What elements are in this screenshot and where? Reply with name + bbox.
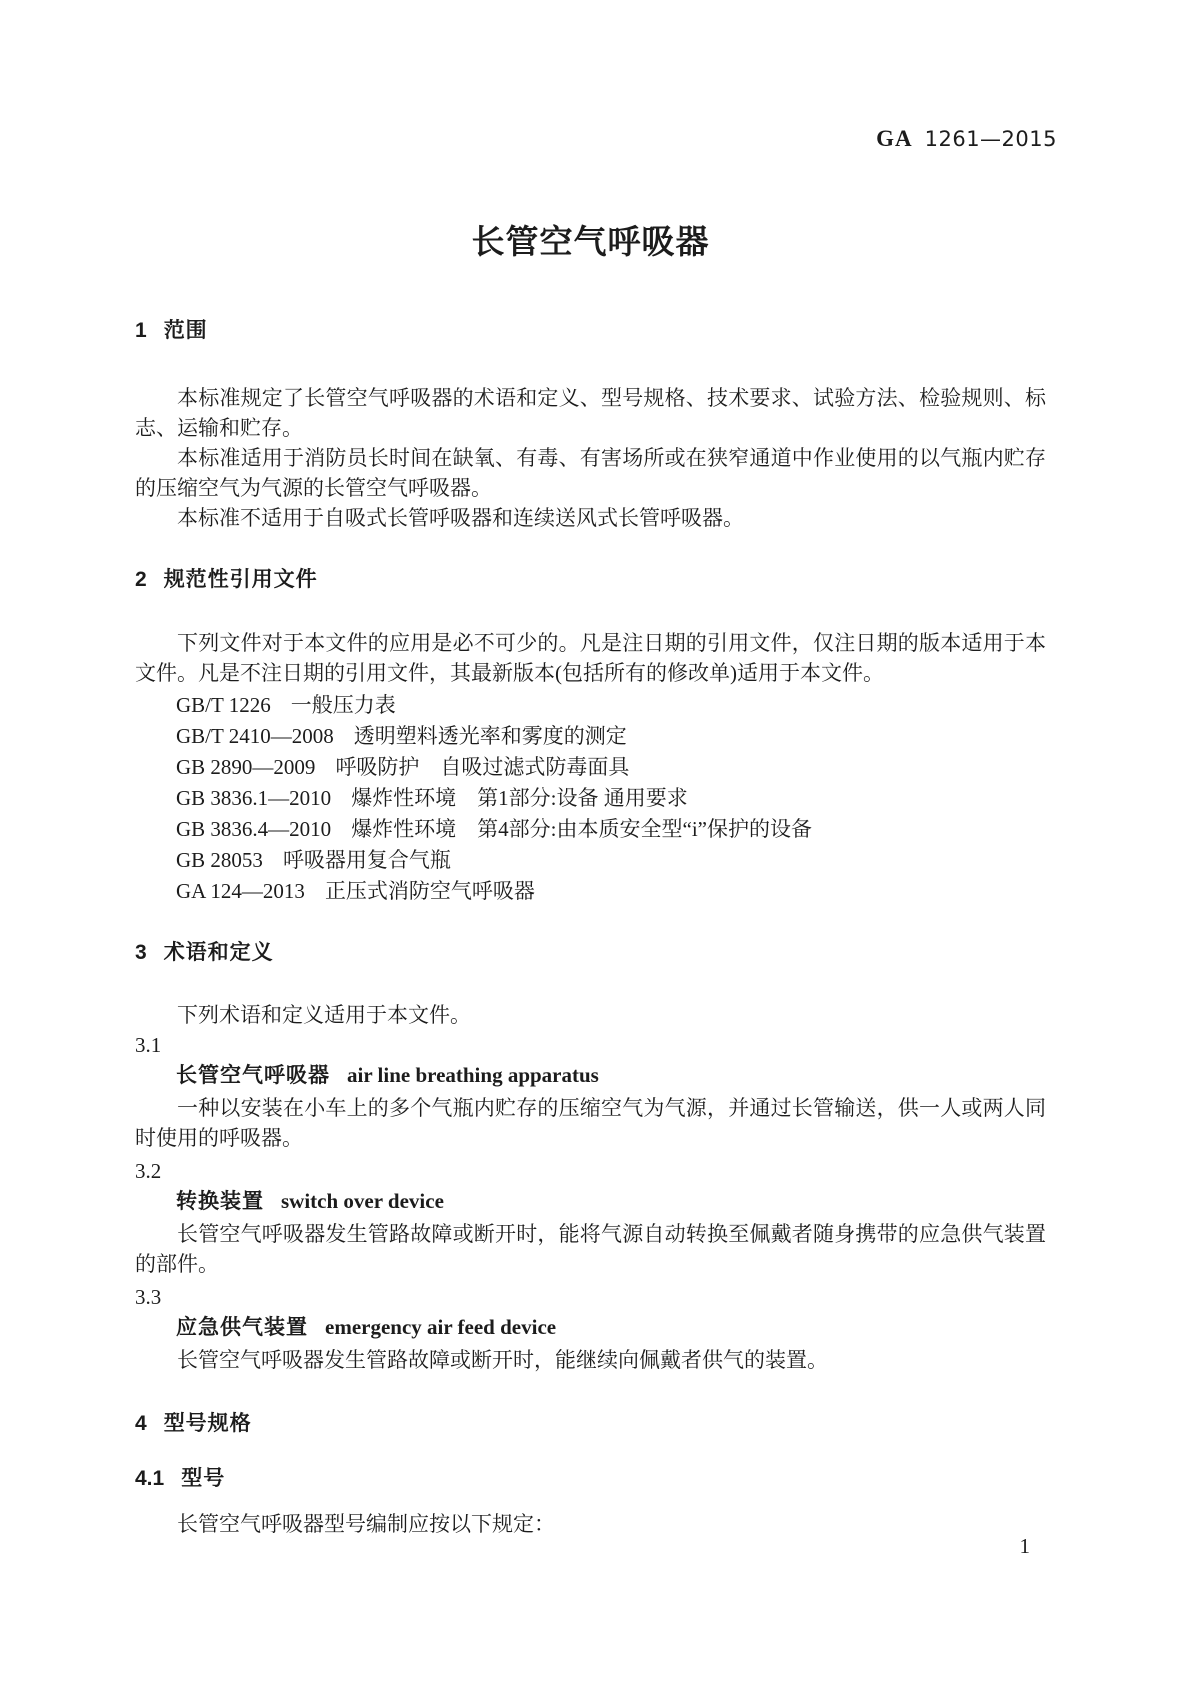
section-1-heading	[135, 316, 1046, 346]
reference-item	[176, 845, 1046, 876]
term-definition: 长管空气呼吸器发生管路故障或断开时，能将气源自动转换至佩戴者随身携带的应急供气装置的部件。	[135, 1222, 1046, 1276]
term-title-en: emergency air feed device	[325, 1315, 557, 1339]
term-title-zh: 应急供气装置	[176, 1316, 308, 1339]
section-4-1-heading	[135, 1464, 1046, 1494]
reference-item	[176, 690, 1046, 721]
section-4-title: 型号规格	[163, 1412, 252, 1435]
term-title-en: switch over device	[281, 1189, 444, 1213]
term-title	[176, 1186, 1046, 1219]
section-4-number: 4	[135, 1412, 147, 1435]
term-title-zh: 转换装置	[176, 1190, 264, 1213]
reference-title: 正压式消防空气呼吸器	[324, 879, 535, 903]
reference-title: 爆炸性环境 第1部分:设备 通用要求	[351, 786, 688, 810]
reference-item	[176, 876, 1046, 907]
paragraph-terms-intro: 下列术语和定义适用于本文件。	[177, 1003, 471, 1027]
paragraph-scope-2: 本标准适用于消防员长时间在缺氧、有毒、有害场所或在狭窄通道中作业使用的以气瓶内贮存的压缩空气为气源的长管空气呼吸器。	[135, 446, 1046, 500]
reference-code: GB/T 1226	[176, 693, 271, 717]
reference-code: GB 3836.4—2010	[176, 817, 332, 841]
term-number: 3.3	[135, 1285, 162, 1309]
section-3-heading	[135, 938, 1046, 968]
section-4-1-title: 型号	[181, 1467, 226, 1490]
reference-item	[176, 721, 1046, 752]
term-title-en: air line breathing apparatus	[347, 1063, 599, 1087]
reference-title: 透明塑料透光率和雾度的测定	[353, 724, 627, 748]
reference-item	[176, 783, 1046, 814]
term-title	[176, 1060, 1046, 1093]
paragraph-references-intro: 下列文件对于本文件的应用是必不可少的。凡是注日期的引用文件，仅注日期的版本适用于本文件。凡是不注日期的引用文件，其最新版本(包括所有的修改单)适用于本文件。	[135, 631, 1046, 685]
term-number: 3.1	[135, 1033, 162, 1057]
term-block-3-2	[135, 1156, 1046, 1279]
term-number: 3.2	[135, 1159, 162, 1183]
reference-item	[176, 814, 1046, 845]
section-4-1-number: 4.1	[135, 1467, 165, 1490]
section-1-title: 范围	[163, 319, 208, 342]
reference-code: GA 124—2013	[176, 879, 305, 903]
term-block-3-1	[135, 1030, 1046, 1153]
reference-title: 呼吸防护 自吸过滤式防毒面具	[335, 755, 630, 779]
section-3-title: 术语和定义	[163, 941, 274, 964]
section-2-heading	[135, 565, 1046, 595]
reference-title: 爆炸性环境 第4部分:由本质安全型“i”保护的设备	[351, 817, 812, 841]
term-block-3-3	[135, 1282, 1046, 1375]
document-title: 长管空气呼吸器	[471, 223, 710, 260]
section-1-number: 1	[135, 319, 147, 342]
paragraph-model-intro: 长管空气呼吸器型号编制应按以下规定：	[177, 1512, 555, 1536]
term-definition: 一种以安装在小车上的多个气瓶内贮存的压缩空气为气源，并通过长管输送，供一人或两人同时使用的呼吸器。	[135, 1096, 1046, 1150]
reference-item	[176, 752, 1046, 783]
reference-code: GB 2890—2009	[176, 755, 316, 779]
standard-org: GA	[876, 126, 913, 151]
section-2-title: 规范性引用文件	[163, 568, 318, 591]
paragraph-scope-3: 本标准不适用于自吸式长管呼吸器和连续送风式长管呼吸器。	[177, 506, 744, 530]
term-title	[176, 1312, 1046, 1345]
reference-title: 一般压力表	[290, 693, 396, 717]
term-title-zh: 长管空气呼吸器	[176, 1064, 330, 1087]
standard-number: 1261—2015	[924, 127, 1057, 151]
section-2-number: 2	[135, 568, 147, 591]
reference-code: GB 3836.1—2010	[176, 786, 332, 810]
section-3-number: 3	[135, 941, 147, 964]
page-number: 1	[1019, 1534, 1030, 1558]
section-4-heading	[135, 1409, 1046, 1439]
paragraph-scope-1: 本标准规定了长管空气呼吸器的术语和定义、型号规格、技术要求、试验方法、检验规则、标志、运输和贮存。	[135, 386, 1046, 440]
term-definition: 长管空气呼吸器发生管路故障或断开时，能继续向佩戴者供气的装置。	[177, 1348, 828, 1372]
reference-code: GB 28053	[176, 848, 263, 872]
reference-title: 呼吸器用复合气瓶	[282, 848, 451, 872]
reference-list	[135, 690, 1046, 907]
reference-code: GB/T 2410—2008	[176, 724, 334, 748]
